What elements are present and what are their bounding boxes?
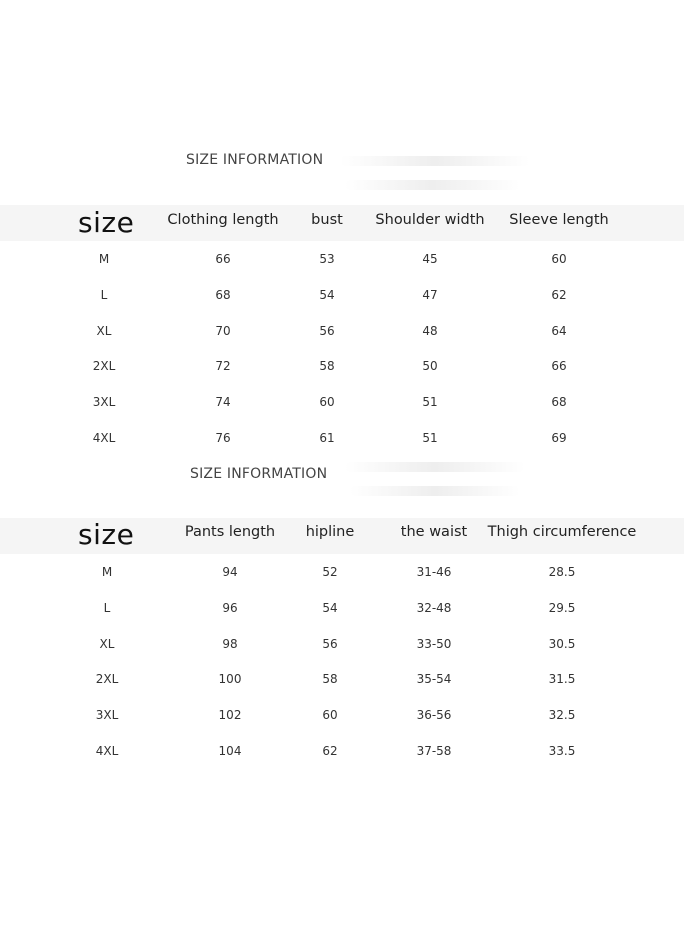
column-header: Pants length xyxy=(184,524,276,540)
value-cell: 66 xyxy=(551,359,567,374)
value-cell: 96 xyxy=(222,600,238,615)
size-cell: L xyxy=(100,287,108,302)
value-cell: 29.5 xyxy=(548,600,576,615)
value-cell: 53 xyxy=(319,252,335,266)
value-cell: 60 xyxy=(319,395,335,410)
value-cell: 68 xyxy=(551,395,567,410)
size-cell: M xyxy=(98,252,110,266)
title-smudge xyxy=(350,486,520,496)
value-cell: 36-56 xyxy=(416,708,452,723)
size-cell: 4XL xyxy=(92,431,116,445)
value-cell: 51 xyxy=(422,431,438,445)
value-cell: 54 xyxy=(322,600,338,615)
size-cell: XL xyxy=(99,636,115,651)
value-cell: 30.5 xyxy=(548,636,576,651)
value-cell: 56 xyxy=(319,323,335,338)
value-cell: 72 xyxy=(215,359,231,374)
column-header: Thigh circumference xyxy=(487,524,637,540)
value-cell: 104 xyxy=(218,744,242,758)
value-cell: 60 xyxy=(322,708,338,723)
value-cell: 98 xyxy=(222,636,238,651)
size-cell: 3XL xyxy=(95,708,119,723)
value-cell: 66 xyxy=(215,252,231,266)
value-cell: 28.5 xyxy=(548,565,576,579)
value-cell: 31.5 xyxy=(548,672,576,687)
value-cell: 31-46 xyxy=(416,565,452,579)
size-cell: 3XL xyxy=(92,395,116,410)
size-column-header: size xyxy=(78,206,135,239)
column-header: Shoulder width xyxy=(375,212,485,228)
section-title: SIZE INFORMATION xyxy=(186,152,324,168)
size-cell: 2XL xyxy=(92,359,116,374)
value-cell: 64 xyxy=(551,323,567,338)
value-cell: 70 xyxy=(215,323,231,338)
value-cell: 74 xyxy=(215,395,231,410)
value-cell: 32.5 xyxy=(548,708,576,723)
size-cell: M xyxy=(101,565,113,579)
value-cell: 48 xyxy=(422,323,438,338)
value-cell: 102 xyxy=(218,708,242,723)
column-header: Sleeve length xyxy=(509,212,609,228)
column-header: the waist xyxy=(400,524,468,540)
size-cell: XL xyxy=(96,323,112,338)
value-cell: 52 xyxy=(322,565,338,579)
value-cell: 50 xyxy=(422,359,438,374)
value-cell: 51 xyxy=(422,395,438,410)
value-cell: 47 xyxy=(422,287,438,302)
value-cell: 94 xyxy=(222,565,238,579)
value-cell: 45 xyxy=(422,252,438,266)
value-cell: 60 xyxy=(551,252,567,266)
column-header: bust xyxy=(311,212,343,228)
value-cell: 58 xyxy=(319,359,335,374)
column-header: Clothing length xyxy=(167,212,279,228)
size-cell: 2XL xyxy=(95,672,119,687)
value-cell: 56 xyxy=(322,636,338,651)
value-cell: 100 xyxy=(218,672,242,687)
column-header: hipline xyxy=(305,524,355,540)
value-cell: 68 xyxy=(215,287,231,302)
size-cell: 4XL xyxy=(95,744,119,758)
title-smudge xyxy=(345,462,525,472)
size-cell: L xyxy=(103,600,111,615)
title-smudge xyxy=(340,156,530,166)
section-title: SIZE INFORMATION xyxy=(190,466,328,482)
value-cell: 33.5 xyxy=(548,744,576,758)
value-cell: 62 xyxy=(322,744,338,758)
value-cell: 76 xyxy=(215,431,231,445)
value-cell: 62 xyxy=(551,287,567,302)
value-cell: 54 xyxy=(319,287,335,302)
value-cell: 69 xyxy=(551,431,567,445)
size-column-header: size xyxy=(78,518,135,551)
value-cell: 37-58 xyxy=(416,744,452,758)
value-cell: 32-48 xyxy=(416,600,452,615)
title-smudge xyxy=(345,180,520,190)
value-cell: 33-50 xyxy=(416,636,452,651)
value-cell: 58 xyxy=(322,672,338,687)
value-cell: 35-54 xyxy=(416,672,452,687)
value-cell: 61 xyxy=(319,431,335,445)
